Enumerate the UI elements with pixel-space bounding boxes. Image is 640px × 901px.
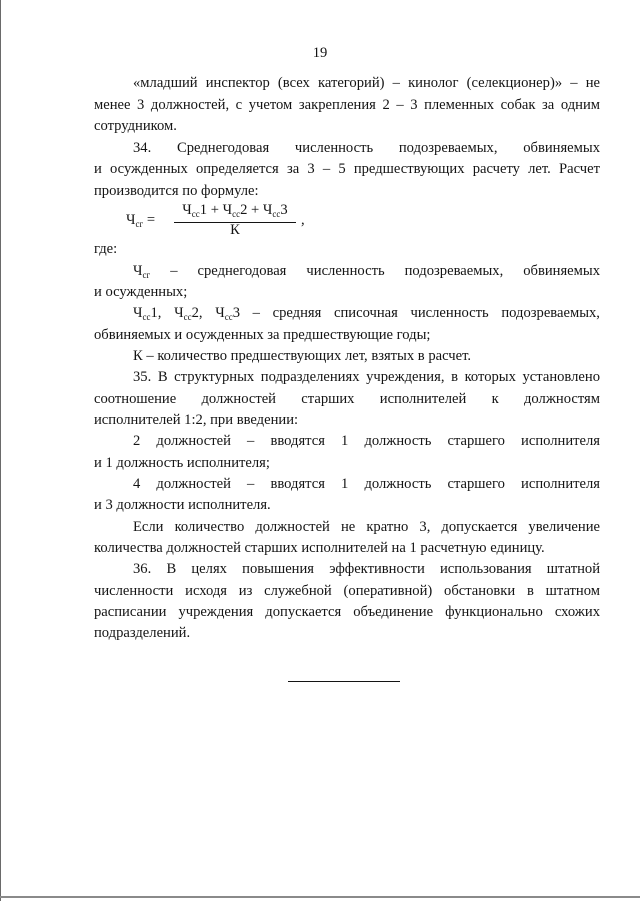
paragraph-line: 35. В структурных подразделениях учреждения, в которых установлено: [133, 369, 600, 385]
paragraph-line: 2 должностей – вводятся 1 должность старшего исполнителя: [133, 433, 600, 449]
formula-denominator: К: [230, 222, 240, 238]
paragraph-line: сотрудником.: [94, 118, 177, 134]
paragraph-line: 34. Среднегодовая численность подозреваемых, обвиняемых: [133, 140, 600, 156]
formula-numerator: $Ч_{сс}1 + Ч_{сс}2 + Ч_{сс}3$: [182, 202, 288, 219]
paragraph-line: 4 должностей – вводятся 1 должность старшего исполнителя: [133, 476, 600, 492]
paragraph-line: и 3 должности исполнителя.: [94, 497, 271, 513]
paragraph-line: Если количество должностей не кратно 3, допускается увеличение: [133, 519, 600, 535]
scan-edge-left: [0, 0, 1, 901]
average-count-formula: [126, 202, 326, 242]
paragraph-line: К – количество предшествующих лет, взятых в расчет.: [133, 348, 472, 364]
paragraph-line: расписании учреждения допускается объединение функционально схожих: [94, 604, 600, 620]
paragraph-line: и осужденных определяется за 3 – 5 предшествующих расчету лет. Расчет: [94, 161, 600, 177]
paragraph-line: и 1 должность исполнителя;: [94, 455, 270, 471]
definition-line: $Ч_{сг}$ – среднегодовая численность подозреваемых, обвиняемых: [133, 263, 600, 280]
formula-comma: ,: [301, 212, 305, 228]
paragraph-line: количества должностей старших исполнителей на 1 расчетную единицу.: [94, 540, 545, 556]
paragraph-line: 36. В целях повышения эффективности использования штатной: [133, 561, 600, 577]
paragraph-line: численности исходя из служебной (оперативной) обстановки в штатном: [94, 583, 600, 599]
paragraph-line: соотношение должностей старших исполнителей к должностям: [94, 391, 600, 407]
paragraph-line: производится по формуле:: [94, 183, 259, 199]
page-number: 19: [312, 45, 328, 61]
paragraph-line: менее 3 должностей, с учетом закрепления 2 – 3 племенных собак за одним: [94, 97, 600, 113]
formula-lhs: $Ч_{сг}$ =: [126, 212, 156, 229]
paragraph-line: исполнителей 1:2, при введении:: [94, 412, 299, 428]
paragraph-line: «младший инспектор (всех категорий) – кинолог (селекционер)» – не: [133, 75, 600, 91]
paragraph-line: где:: [94, 241, 118, 257]
paragraph-line: и осужденных;: [94, 284, 188, 300]
scan-edge-bottom: [0, 896, 640, 898]
paragraph-line: обвиняемых и осужденных за предшествующие годы;: [94, 327, 431, 343]
definition-line: $Ч_{сс}1$, $Ч_{сс}2$, $Ч_{сс}3$ – средняя списочная численность подозреваемых,: [133, 305, 600, 322]
end-of-document-rule: [288, 681, 400, 682]
paragraph-line: подразделений.: [94, 625, 191, 641]
